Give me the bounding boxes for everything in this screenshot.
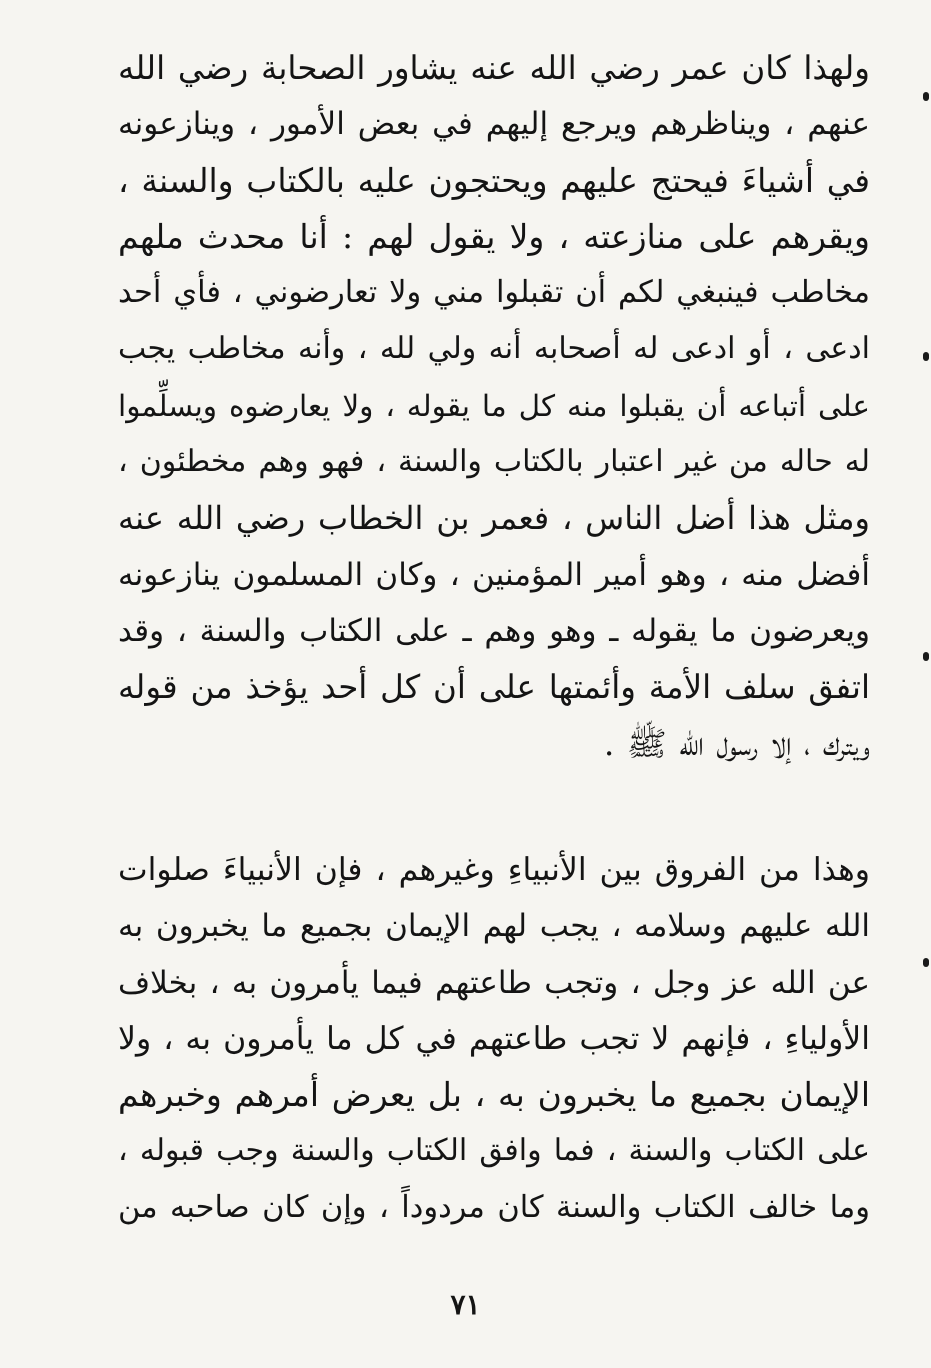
text-line: على الكتاب والسنة ، فما وافق الكتاب والسنة وجب قبوله ، xyxy=(118,1133,870,1169)
page-number: ٧١ xyxy=(450,1288,481,1321)
text-line: وهذا من الفروق بين الأنبياءِ وغيرهم ، فإن الأنبياءَ صلوات xyxy=(118,852,870,888)
paragraph-2 xyxy=(118,842,870,1236)
text-line: ادعى ، أو ادعى له أصحابه أنه ولي لله ، وأنه مخاطب يجب xyxy=(118,331,870,367)
text-line: عن الله عز وجل ، وتجب طاعتهم فيما يأمرون به ، بخلاف xyxy=(118,964,870,1001)
text-line: أفضل منه ، وهو أمير المؤمنين ، وكان المسلمون ينازعونه xyxy=(118,556,870,593)
text-line: الإيمان بجميع ما يخبرون به ، بل يعرض أمرهم وخبرهم xyxy=(118,1075,870,1115)
text-line: ويقرهم على منازعته ، ولا يقول لهم : أنا محدث ملهم xyxy=(118,216,870,256)
text-line: على أتباعه أن يقبلوا منه كل ما يقوله ، ولا يعارضوه ويسلِّموا xyxy=(118,388,870,423)
text-line: مخاطب فينبغي لكم أن تقبلوا مني ولا تعارضوني ، فأي أحد xyxy=(118,275,870,311)
text-line: ولهذا كان عمر رضي الله عنه يشاور الصحابة رضي الله xyxy=(118,49,870,87)
margin-mark xyxy=(923,92,929,101)
paragraph-1 xyxy=(118,40,870,772)
margin-mark xyxy=(923,652,929,661)
text-line: ومثل هذا أضل الناس ، فعمر بن الخطاب رضي الله عنه xyxy=(118,499,870,538)
text-line: ويترك ، إلا رسول الله ﷺ . xyxy=(603,723,870,763)
margin-mark xyxy=(923,352,929,361)
margin-mark xyxy=(923,958,929,967)
text-line: اتفق سلف الأمة وأئمتها على أن كل أحد يؤخذ من قوله xyxy=(118,668,870,707)
text-line: وما خالف الكتاب والسنة كان مردوداً ، وإن كان صاحبه من xyxy=(118,1189,870,1225)
text-line: ويعرضون ما يقوله ـ وهو وهم ـ على الكتاب والسنة ، وقد xyxy=(118,612,870,649)
text-line: في أشياءَ فيحتج عليهم ويحتجون عليه بالكتاب والسنة ، xyxy=(118,160,870,200)
text-line: الأولياءِ ، فإنهم لا تجب طاعتهم في كل ما يأمرون به ، ولا xyxy=(118,1020,870,1057)
text-line: عنهم ، ويناظرهم ويرجع إليهم في بعض الأمور ، وينازعونه xyxy=(118,106,870,143)
text-line: له حاله من غير اعتبار بالكتاب والسنة ، فهو وهم مخطئون ، xyxy=(118,444,870,480)
text-line: الله عليهم وسلامه ، يجب لهم الإيمان بجميع ما يخبرون به xyxy=(118,908,870,945)
